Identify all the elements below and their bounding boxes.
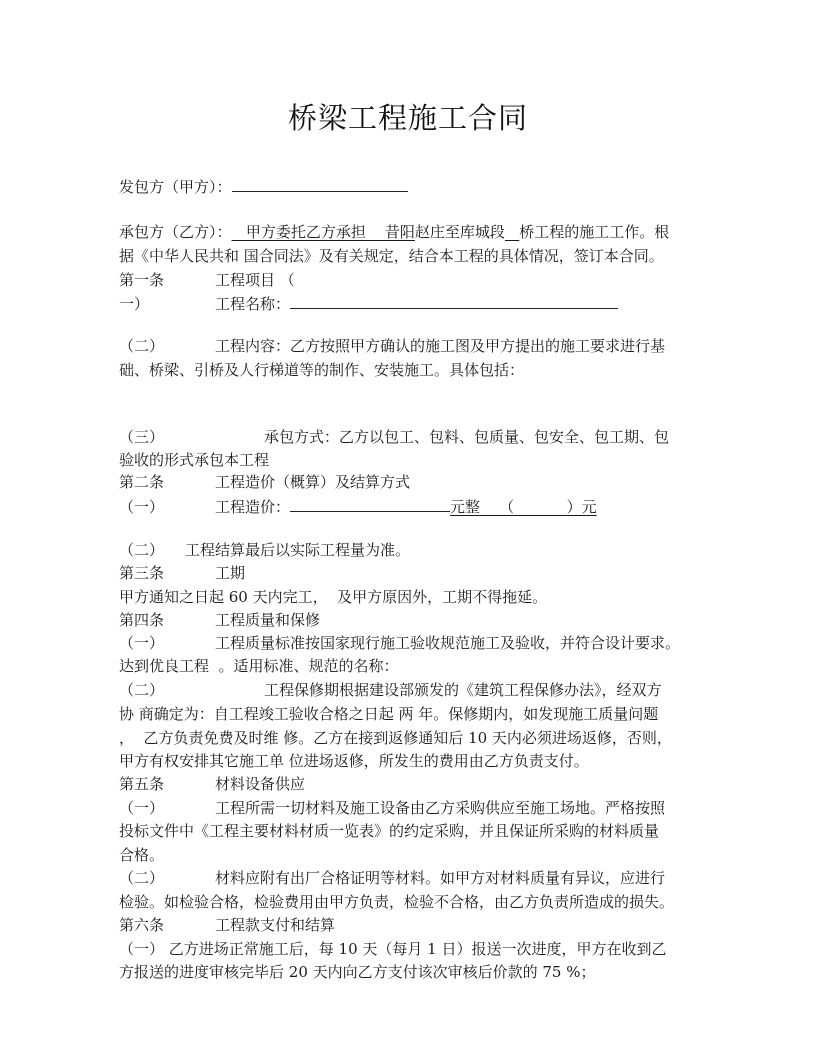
article-1-title: 工程项目 （ xyxy=(215,271,295,289)
party-a-label: 发包方（甲方）： xyxy=(119,178,232,196)
party-a-blank xyxy=(232,176,408,192)
article-2-1 xyxy=(119,496,597,517)
party-b-line-2: 据《中华人民共和 国合同法》及有关规定，结合本工程的具体情况，签订本合同。 xyxy=(119,247,664,265)
price-paren-close: ）元 xyxy=(566,498,597,516)
article-4-heading xyxy=(119,610,320,630)
article-2-title: 工程造价（概算）及结算方式 xyxy=(215,473,411,491)
article-4-2-line-d: 甲方有权安排其它施工单 位进场返修，所发生的费用由乙方负责支付。 xyxy=(119,752,589,770)
article-6-title: 工程款支付和结算 xyxy=(215,916,336,934)
article-1-1-label: 一） xyxy=(119,295,150,313)
article-1-3-text-a: 承包方式：乙方以包工、包料、包质量、包安全、包工期、包 xyxy=(264,428,670,446)
article-2-2 xyxy=(119,540,410,560)
price-blank xyxy=(290,496,450,512)
article-6-heading xyxy=(119,915,335,935)
price-unit: 元整 xyxy=(450,498,481,516)
article-5-2-label: （二） xyxy=(119,869,165,887)
party-b-text-1: 赵庄至库城段 xyxy=(414,223,505,241)
article-5-label: 第五条 xyxy=(119,775,165,793)
article-1-2-label: （二） xyxy=(119,337,165,355)
article-2-2-text: 工程结算最后以实际工程量为准。 xyxy=(185,541,411,559)
article-1-heading xyxy=(119,270,295,290)
article-4-1-line-a xyxy=(119,633,680,653)
party-b-line-1 xyxy=(119,222,669,242)
party-b-fill-1: 甲方委托乙方承担 昔阳 xyxy=(231,223,415,241)
article-3-label: 第三条 xyxy=(119,564,165,582)
article-6-1-line-b: 方报送的进度审核完毕后 20 天内向乙方支付该次审核后价款的 75 %； xyxy=(119,963,596,981)
article-1-2-line-b: 础、桥梁、引桥及人行梯道等的制作、安装施工。具体包括： xyxy=(119,361,525,379)
article-5-1-line-a xyxy=(119,798,665,818)
article-3-heading xyxy=(119,563,245,583)
article-6-1-text-a: 乙方进场正常施工后，每 10 天（每月 1 日）报送一次进度，甲方在收到乙 xyxy=(164,940,667,958)
article-4-1-text-a: 工程质量标准按国家现行施工验收规范施工及验收，并符合设计要求。 xyxy=(215,634,681,652)
article-4-label: 第四条 xyxy=(119,611,165,629)
article-4-1-line-b: 达到优良工程 。适用标准、规范的名称： xyxy=(119,657,399,675)
page-title: 桥梁工程施工合同 xyxy=(287,101,528,135)
article-3-title: 工期 xyxy=(215,564,246,582)
price-gap xyxy=(480,498,499,516)
party-b-label: 承包方（乙方）： xyxy=(119,223,232,241)
article-1-3-line-a xyxy=(119,427,669,447)
article-5-title: 材料设备供应 xyxy=(215,775,306,793)
article-2-heading xyxy=(119,472,410,492)
article-1-1 xyxy=(119,293,618,314)
article-5-heading xyxy=(119,774,305,794)
article-2-label: 第二条 xyxy=(119,473,165,491)
article-1-2-line-a xyxy=(119,336,665,356)
price-gap-2 xyxy=(514,498,566,516)
party-b-fill-2 xyxy=(505,223,519,241)
article-4-2-text-a: 工程保修期根据建设部颁发的《建筑工程保修办法》，经双方 xyxy=(264,681,662,699)
article-5-1-line-c: 合格。 xyxy=(119,846,165,864)
article-1-1-text: 工程名称： xyxy=(215,295,291,313)
article-1-3-label: （三） xyxy=(119,428,165,446)
article-1-3-line-b: 验收的形式承包本工程 xyxy=(119,451,270,469)
article-2-1-label: （一） xyxy=(119,498,165,516)
article-3-text: 甲方通知之日起 60 天内完工， 及甲方原因外，工期不得拖延。 xyxy=(119,588,548,606)
article-5-1-line-b: 投标文件中《工程主要材料材质一览表》的约定采购，并且保证所采购的材料质量 xyxy=(119,822,660,840)
article-6-label: 第六条 xyxy=(119,916,165,934)
article-4-2-line-c: ， 乙方负责免费及时维 修。乙方在接到返修通知后 10 天内必须进场返修，否则， xyxy=(119,729,672,747)
article-5-1-label: （一） xyxy=(119,799,165,817)
article-4-1-label: （一） xyxy=(119,634,165,652)
party-b-text-2: 桥工程的施工工作。根 xyxy=(519,223,670,241)
project-name-blank xyxy=(290,293,618,309)
article-5-2-line-b: 检验。如检验合格，检验费用由甲方负责，检验不合格，由乙方负责所造成的损失。 xyxy=(119,893,675,911)
party-a-line xyxy=(119,176,408,197)
article-2-1-text: 工程造价： xyxy=(215,498,291,516)
article-1-2-text-a: 工程内容：乙方按照甲方确认的施工图及甲方提出的施工要求进行基 xyxy=(215,337,666,355)
article-1-label: 第一条 xyxy=(119,271,165,289)
article-5-1-text-a: 工程所需一切材料及施工设备由乙方采购供应至施工场地。严格按照 xyxy=(215,799,666,817)
article-6-1-line-a xyxy=(119,939,667,959)
article-4-2-line-a xyxy=(119,680,662,700)
price-paren-open: （ xyxy=(499,498,515,516)
article-2-2-label: （二） xyxy=(119,541,165,559)
article-4-2-line-b: 协 商确定为：自工程竣工验收合格之日起 两 年。保修期内，如发现施工质量问题 xyxy=(119,705,659,723)
article-5-2-line-a xyxy=(119,868,665,888)
article-6-1-label: （一） xyxy=(119,940,165,958)
article-4-title: 工程质量和保修 xyxy=(215,611,321,629)
article-5-2-text-a: 材料应附有出厂合格证明等材料。如甲方对材料质量有异议，应进行 xyxy=(215,869,666,887)
article-4-2-label: （二） xyxy=(119,681,165,699)
